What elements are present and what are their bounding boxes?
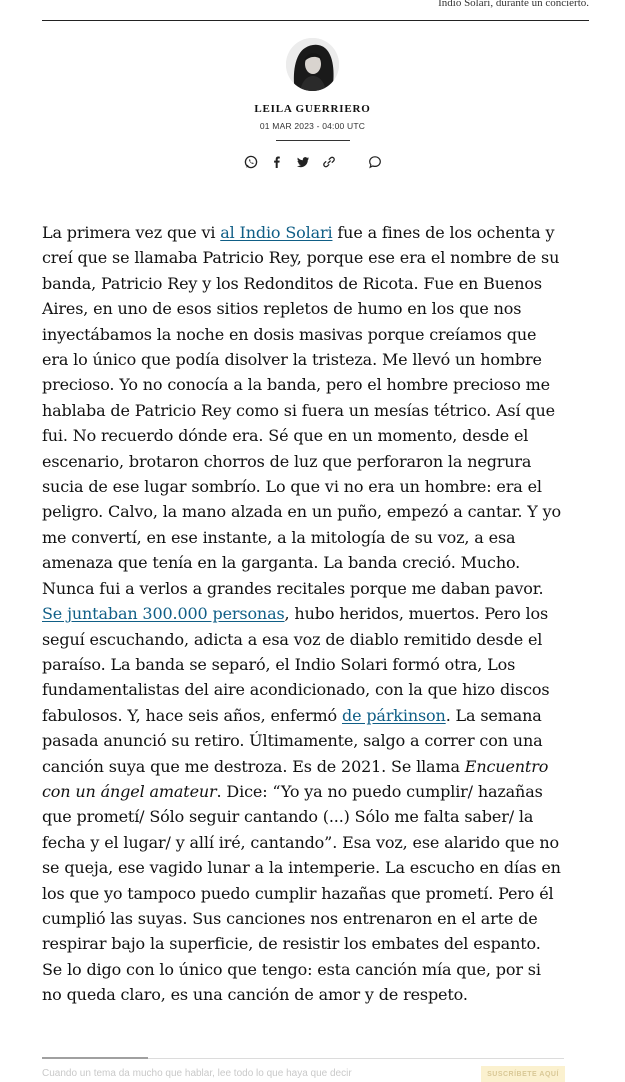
whatsapp-icon[interactable] xyxy=(242,153,260,171)
footer-divider-accent xyxy=(42,1057,148,1059)
author-block xyxy=(0,38,625,171)
subscribe-promo-text: Cuando un tema da mucho que hablar, lee todo lo que haya que decir xyxy=(42,1068,352,1079)
article-text: . La semana pasada anunció su retiro. Últimamente, salgo a correr con una canción suya que me destroza. Es de 2021. Se llama xyxy=(42,705,543,776)
author-name[interactable]: LEILA GUERRIERO xyxy=(254,103,371,115)
author-avatar[interactable] xyxy=(286,38,339,91)
caption-divider xyxy=(42,20,589,21)
article-text: fue a fines de los ochenta y creí que se llamaba Patricio Rey, porque ese era el nombre de su banda, Patricio Rey y los Redonditos de Ricota. Fue en Buenos Aires, en uno de esos sitios repletos de humo en los que nos inyectábamos la noche en dosis masivas porque creíamos que era lo único que podía disolver la tristeza. Me llevó un hombre precioso. Yo no conocía a la banda, pero el hombre precioso me hablaba de Patricio Rey como si fuera un mesías tétrico. Así que fui. No recuerdo dónde era. Sé que en un momento, desde el escenario, brotaron chorros de luz que perforaron la negrura sucia de ese lugar sombrío. Lo que vi no era un hombre: era el peligro. Calvo, la mano alzada en un puño, empezó a cantar. Y yo me convertí, en ese instante, a la mitología de su voz, a esa amenaza que tenía en la garganta. La banda creció. Mucho. Nunca fui a verlos a grandes recitales porque me daban pavor. xyxy=(42,223,561,598)
article-body xyxy=(42,220,562,1008)
link-concert-crowd[interactable]: Se juntaban 300.000 personas xyxy=(42,604,285,624)
facebook-icon[interactable] xyxy=(268,153,286,171)
publish-date: 01 MAR 2023 - 04:00 UTC xyxy=(259,121,366,131)
author-divider xyxy=(276,140,350,141)
photo-caption: Indio Solari, durante un concierto. xyxy=(438,0,589,9)
article-text: La primera vez que vi xyxy=(42,223,221,242)
link-icon[interactable] xyxy=(320,153,338,171)
article-text: . Dice: “Yo ya no puedo cumplir/ hazañas que prometí/ Sólo seguir cantando (...) Sólo me falta saber/ la fecha y el lugar/ y allí iré, cantando”. Esa voz, ese alarido que no se queja, ese vagido lunar a la intemperie. La escucho en días en los que yo tampoco puedo cumplir hazañas que prometí. Pero él cumplió las suyas. Sus canciones nos entrenaron en el arte de respirar bajo la superficie, de resistir los embates del espanto. Se lo digo con lo único que tengo: esta canción mía que, por si no queda claro, es una canción de amor y de respeto. xyxy=(42,781,561,1005)
song-title: Encuentro con un ángel amateur xyxy=(42,756,549,801)
share-bar xyxy=(0,153,625,171)
twitter-icon[interactable] xyxy=(294,153,312,171)
comment-icon[interactable] xyxy=(366,153,384,171)
subscribe-button[interactable]: SUSCRÍBETE AQUÍ xyxy=(481,1066,565,1082)
link-parkinson[interactable]: de párkinson xyxy=(341,705,446,725)
link-indio-solari[interactable]: al Indio Solari xyxy=(220,223,333,242)
article-text: , hubo heridos, muertos. Pero los seguí escuchando, adicta a esa voz de diablo remitido desde el paraíso. La banda se separó, el Indio Solari formó otra, Los fundamentalistas del aire acondicionado, con la que hizo discos fabulosos. Y, hace seis años, enfermó xyxy=(42,604,550,725)
